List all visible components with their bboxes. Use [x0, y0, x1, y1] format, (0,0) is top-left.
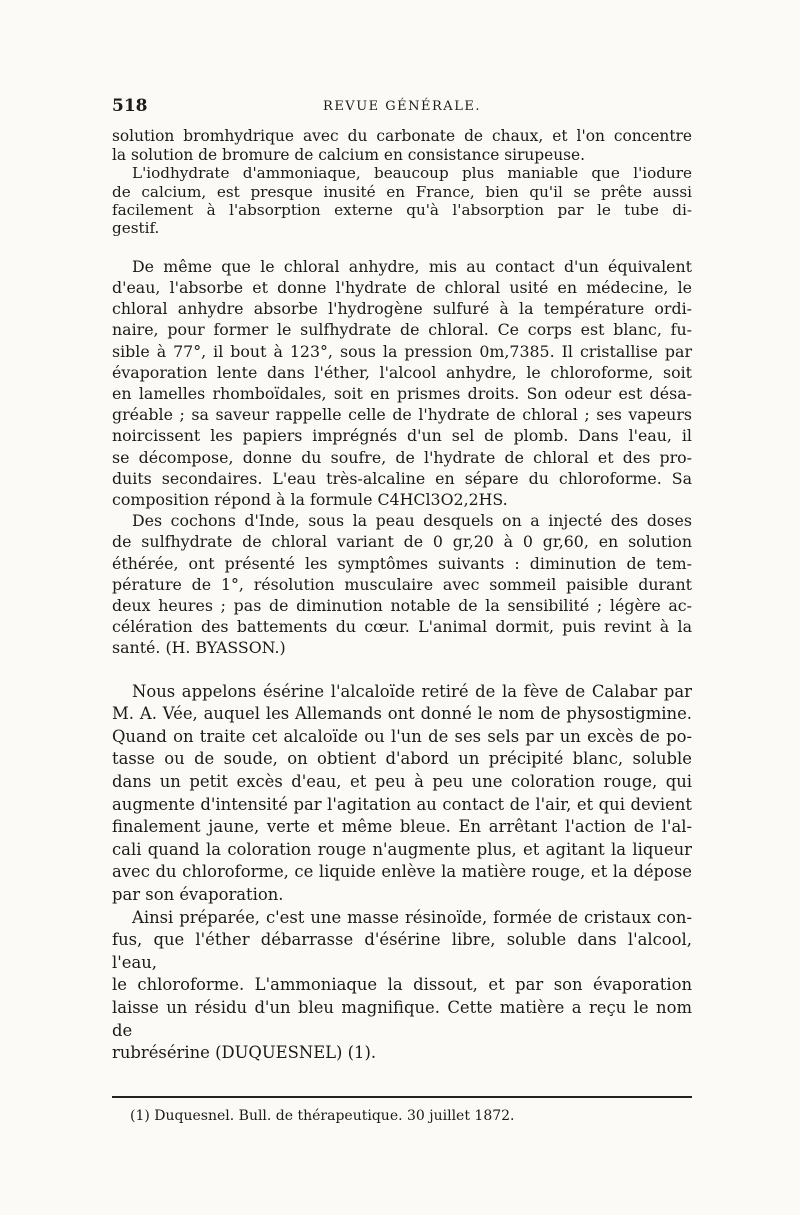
text-line: Quand on traite cet alcaloïde ou l'un de ses sels par un excès de po-	[112, 726, 692, 746]
text-line: par son évaporation.	[112, 885, 284, 905]
text-line: Des cochons d'Inde, sous la peau desquels on a injecté des doses	[132, 511, 692, 531]
text-line: dans un petit excès d'eau, et peu à peu une coloration rouge, qui	[112, 772, 692, 792]
paragraph-sulfhydrate-chloral	[112, 256, 692, 510]
text-line: la solution de bromure de calcium en consistance sirupeuse.	[112, 145, 586, 164]
paragraph-cochons-inde	[112, 510, 692, 658]
text-line: duits secondaires. L'eau très-alcaline en sépare du chloroforme. Sa	[112, 468, 692, 488]
text-line: De même que le chloral anhydre, mis au contact d'un équivalent	[132, 256, 692, 276]
text-line: avec du chloroforme, ce liquide enlève la matière rouge, et la dépose	[112, 862, 692, 882]
paragraph-bromure	[112, 127, 692, 164]
text-line: noircissent les papiers imprégnés d'un sel de plomb. Dans l'eau, il	[112, 426, 692, 446]
paragraph-eserine	[112, 681, 692, 907]
paragraph-iodhydrate	[112, 164, 692, 238]
paragraph-rubreserine	[112, 907, 692, 1065]
text-line: L'iodhydrate d'ammoniaque, beaucoup plus maniable que l'iodure	[132, 164, 692, 183]
text-line: naire, pour former le sulfhydrate de chloral. Ce corps est blanc, fu-	[112, 320, 692, 340]
text-line: en lamelles rhomboïdales, soit en prismes droits. Son odeur est désa-	[112, 384, 692, 404]
running-head	[112, 96, 692, 120]
journal-title: REVUE GÉNÉRALE.	[323, 99, 481, 114]
text-line: cali quand la coloration rouge n'augmente plus, et agitant la liqueur	[112, 839, 692, 859]
text-line: évaporation lente dans l'éther, l'alcool anhydre, le chloroforme, soit	[112, 362, 692, 382]
text-line: de sulfhydrate de chloral variant de 0 gr,20 à 0 gr,60, en solution	[112, 532, 692, 552]
page-number: 518	[112, 96, 148, 116]
text-line: laisse un résidu d'un bleu magnifique. Cette matière a reçu le nom de	[112, 997, 692, 1040]
footnote-rule	[112, 1096, 692, 1098]
text-line: gestif.	[112, 219, 160, 238]
text-line: de calcium, est presque inusité en France, bien qu'il se prête aussi	[112, 182, 692, 201]
text-line: santé. (H. BYASSON.)	[112, 638, 286, 658]
text-line: sible à 77°, il bout à 123°, sous la pression 0m,7385. Il cristallise par	[112, 341, 692, 361]
text-line: fus, que l'éther débarrasse d'ésérine libre, soluble dans l'alcool, l'eau,	[112, 930, 692, 972]
text-line: d'eau, l'absorbe et donne l'hydrate de chloral usité en médecine, le	[112, 278, 692, 298]
text-line: solution bromhydrique avec du carbonate de chaux, et l'on concentre	[112, 127, 692, 145]
text-line: tasse ou de soude, on obtient d'abord un précipité blanc, soluble	[112, 749, 692, 769]
text-line: composition répond à la formule C4HCl3O2,2HS.	[112, 490, 508, 510]
text-line: Ainsi préparée, c'est une masse résinoïde, formée de cristaux con-	[132, 907, 692, 927]
text-line: finalement jaune, verte et même bleue. En arrêtant l'action de l'al-	[112, 817, 692, 837]
text-line: Nous appelons ésérine l'alcaloïde retiré de la fève de Calabar par	[132, 681, 692, 701]
text-line: chloral anhydre absorbe l'hydrogène sulfuré à la température ordi-	[112, 299, 692, 319]
body-text	[112, 127, 692, 1065]
text-line: éthérée, ont présenté les symptômes suivants : diminution de tem-	[112, 553, 692, 573]
text-line: célération des battements du cœur. L'animal dormit, puis revint à la	[112, 617, 692, 637]
text-line: le chloroforme. L'ammoniaque la dissout, et par son évaporation	[112, 975, 692, 995]
text-line: se décompose, donne du soufre, de l'hydrate de chloral et des pro-	[112, 447, 692, 467]
text-line: rubrésérine (DUQUESNEL) (1).	[112, 1043, 377, 1063]
footnote: (1) Duquesnel. Bull. de thérapeutique. 30 juillet 1872.	[130, 1108, 515, 1124]
text-line: pérature de 1°, résolution musculaire avec sommeil paisible durant	[112, 574, 692, 594]
text-line: augmente d'intensité par l'agitation au contact de l'air, et qui devient	[112, 794, 692, 814]
text-line: facilement à l'absorption externe qu'à l'absorption par le tube di-	[112, 201, 692, 219]
text-line: deux heures ; pas de diminution notable de la sensibilité ; légère ac-	[112, 596, 692, 616]
text-line: M. A. Vée, auquel les Allemands ont donné le nom de physostigmine.	[112, 704, 692, 724]
text-line: gréable ; sa saveur rappelle celle de l'hydrate de chloral ; ses vapeurs	[112, 405, 692, 425]
